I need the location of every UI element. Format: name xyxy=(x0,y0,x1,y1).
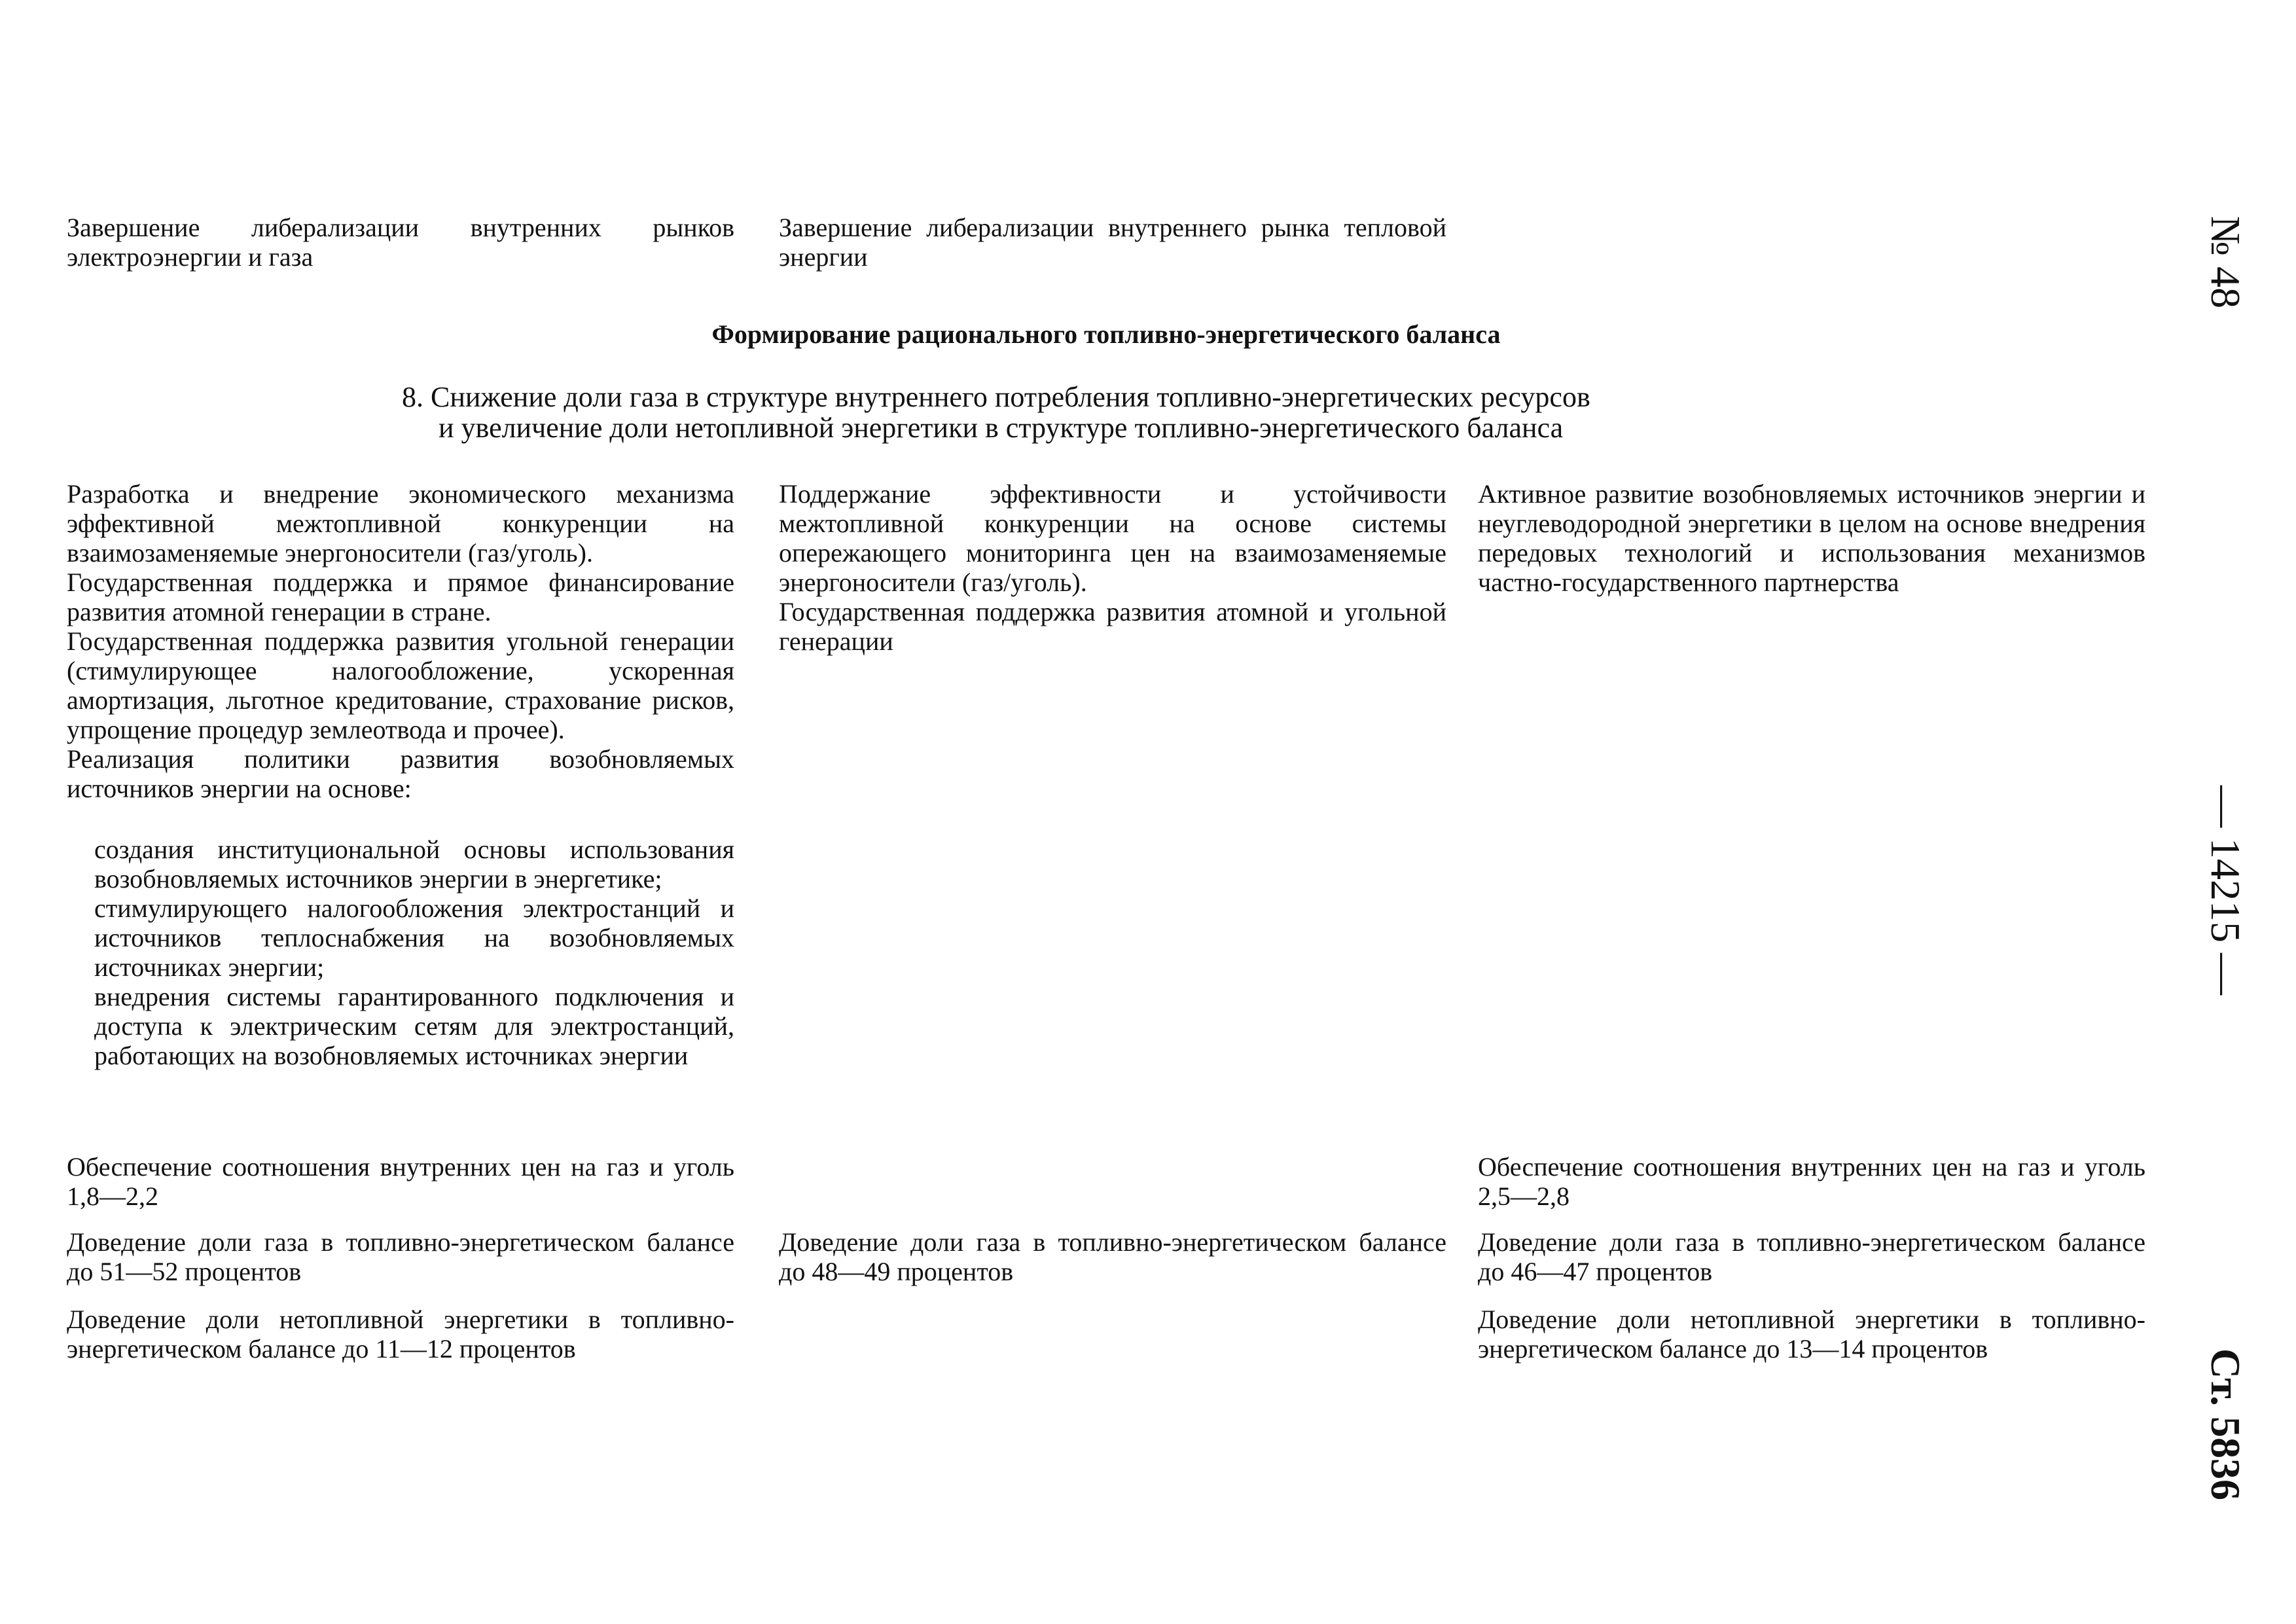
col2-measures xyxy=(779,479,1446,656)
item-heading xyxy=(402,382,1842,443)
col1-paragraph: Разработка и внедрение экономического механизма эффективной межтопливной конкуренции на взаимозаменяемые энергоносители (газ/уголь). xyxy=(67,479,734,568)
col2-paragraph: Государственная поддержка развития атомной и угольной генерации xyxy=(779,597,1446,656)
col2-gas-share: Доведение доли газа в топливно-энергетическом балансе до 48—49 процентов xyxy=(779,1227,1446,1286)
col2-paragraph: Поддержание эффективности и устойчивости межтопливной конкуренции на основе системы опережающего мониторинга цен на взаимозаменяемые энергоносители (газ/уголь). xyxy=(779,479,1446,597)
issue-number: № 48 xyxy=(2202,216,2249,309)
col1-subitem: стимулирующего налогообложения электростанций и источников теплоснабжения на возобновляемых источниках энергии; xyxy=(94,893,734,982)
col1-subitem: создания институциональной основы использования возобновляемых источников энергии в энергетике; xyxy=(94,835,734,893)
top-col2-text: Завершение либерализации внутреннего рынка тепловой энергии xyxy=(779,213,1446,272)
col3-price-ratio: Обеспечение соотношения внутренних цен на газ и уголь 2,5—2,8 xyxy=(1478,1152,2145,1211)
col1-paragraph: Реализация политики развития возобновляемых источников энергии на основе: xyxy=(67,744,734,803)
section-title: Формирование рационального топливно-энергетического баланса xyxy=(711,319,1501,349)
top-col1-text: Завершение либерализации внутренних рынков электроэнергии и газа xyxy=(67,213,734,272)
page-number: — 14215 — xyxy=(2202,785,2249,995)
col1-measures xyxy=(67,479,734,803)
col1-paragraph: Государственная поддержка развития угольной генерации (стимулирующее налогообложение, ускоренная амортизация, льготное кредитование, страхование рисков, упрощение процедур землеотвода и прочее). xyxy=(67,626,734,744)
col3-gas-share: Доведение доли газа в топливно-энергетическом балансе до 46—47 процентов xyxy=(1478,1227,2145,1286)
col1-sublist xyxy=(67,835,734,1070)
col1-gas-share: Доведение доли газа в топливно-энергетическом балансе до 51—52 процентов xyxy=(67,1227,734,1286)
col3-measures: Активное развитие возобновляемых источников энергии и неуглеводородной энергетики в целом на основе внедрения передовых технологий и использования механизмов частно-государственного партнерства xyxy=(1478,479,2145,597)
col1-price-ratio: Обеспечение соотношения внутренних цен на газ и уголь 1,8—2,2 xyxy=(67,1152,734,1211)
item-heading-line2: и увеличение доли нетопливной энергетики в структуре топливно-энергетического баланса xyxy=(439,412,1564,444)
col1-paragraph: Государственная поддержка и прямое финансирование развития атомной генерации в стране. xyxy=(67,568,734,626)
col1-subitem: внедрения системы гарантированного подключения и доступа к электрическим сетям для электростанций, работающих на возобновляемых источниках энергии xyxy=(94,982,734,1070)
col3-nonfuel-share: Доведение доли нетопливной энергетики в топливно-энергетическом балансе до 13—14 процентов xyxy=(1478,1305,2145,1363)
item-heading-line1: 8. Снижение доли газа в структуре внутреннего потребления топливно-энергетических ресурсов xyxy=(402,381,1590,413)
col1-nonfuel-share: Доведение доли нетопливной энергетики в топливно-энергетическом балансе до 11—12 процентов xyxy=(67,1305,734,1363)
article-number: Ст. 5836 xyxy=(2202,1348,2249,1500)
